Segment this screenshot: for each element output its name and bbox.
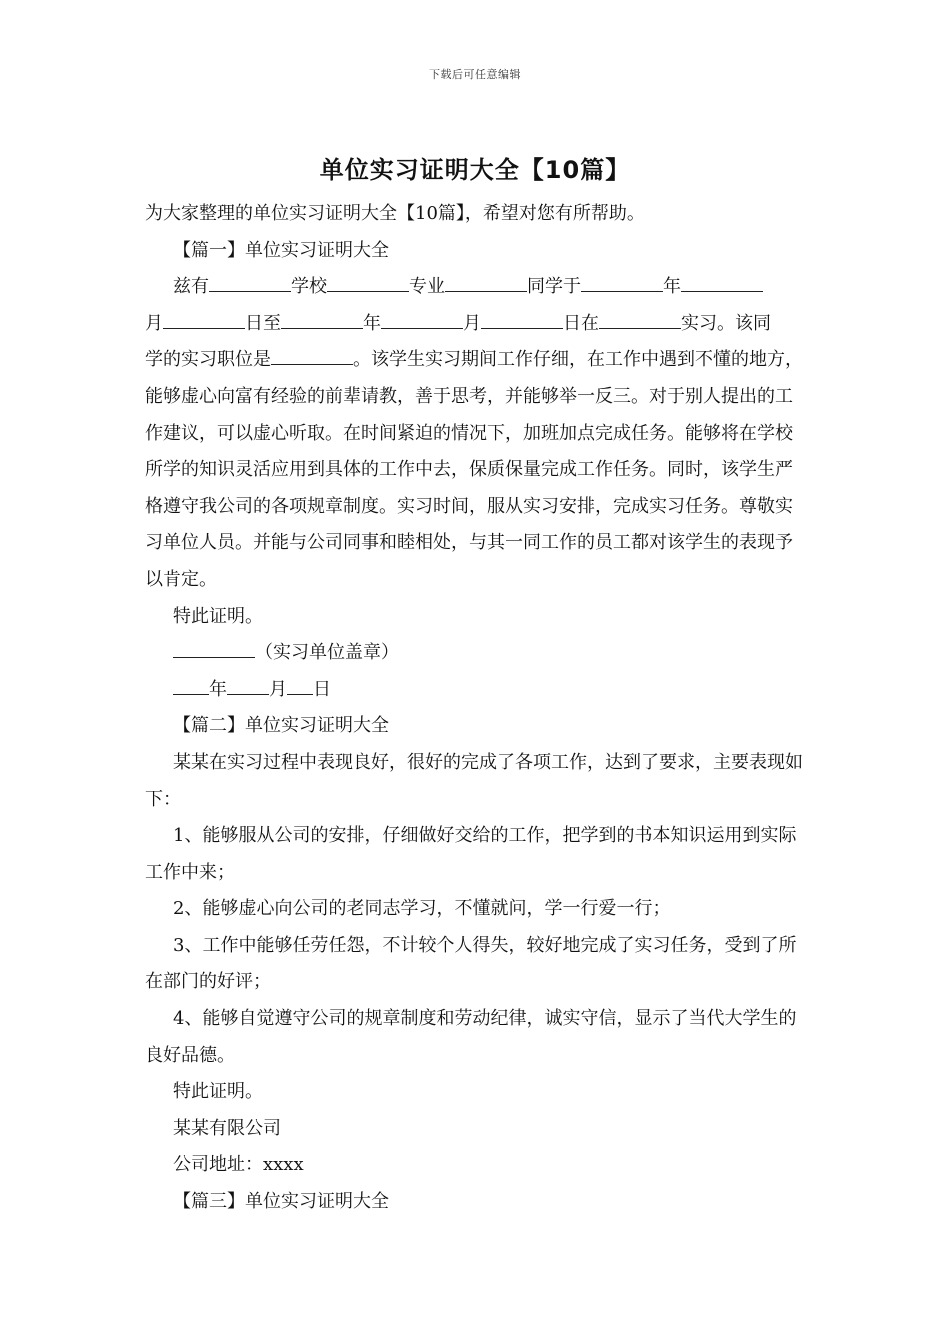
text: 兹有 [173, 276, 209, 298]
part2-item-4: 4、能够自觉遵守公司的规章制度和劳动纪律，诚实守信，显示了当代大学生的良好品德。 [145, 1008, 797, 1066]
part1-date-line [145, 672, 809, 709]
blank-seal [173, 640, 255, 658]
text: 方，能够虚心向富有经验的前辈请教，善于思考，并能够举一反三。对于别人提出的工作建议，可以虚心听取。在时间紧迫的情况下，加班加点完成任务。能够将在学校所学的知识灵活应用到具体的工作中去，保质保量完成工作任务。同时，该学生严格遵守我公司的各项规章制度。实习时间，服从实习安排，完成实习任务。尊敬实习单位人员。并能与公司同事和睦相处，与其一同工作的员工都对该学生的表现予以肯定。 [145, 349, 803, 590]
part1-fill-line-1 [145, 269, 809, 306]
text: 年 [663, 276, 681, 298]
part2-heading: 【篇二】单位实习证明大全 [173, 715, 389, 737]
part2-closing: 特此证明。 [173, 1081, 263, 1103]
text: 实习。该同 [681, 312, 771, 334]
seal-label: （实习单位盖章） [255, 642, 399, 664]
document-title: 单位实习证明大全【10篇】 [319, 156, 631, 184]
header-note: 下载后可任意编辑 [429, 68, 521, 81]
part3-heading: 【篇三】单位实习证明大全 [173, 1191, 389, 1213]
blank-end-year [281, 311, 363, 329]
text: 专业 [409, 276, 445, 298]
part1-heading: 【篇一】单位实习证明大全 [173, 239, 389, 261]
text: 。该学生实习期间工作仔细，在工作中遇到不懂的地 [353, 349, 767, 371]
part1-seal-line [145, 635, 809, 672]
blank-year [173, 677, 209, 695]
document-body [145, 196, 809, 1221]
text: 年 [363, 312, 381, 334]
blank-start-month [681, 274, 763, 292]
blank-month [227, 677, 269, 695]
part2-item-2: 2、能够虚心向公司的老同志学习，不懂就问，学一行爱一行； [173, 898, 671, 920]
part2-item-3: 3、工作中能够任劳任怨，不计较个人得失，较好地完成了实习任务，受到了所在部门的好评； [145, 934, 797, 993]
text: 月 [269, 678, 287, 700]
part2-intro: 某某在实习过程中表现良好，很好的完成了各项工作，达到了要求，主要表现如下： [145, 751, 803, 810]
text: 同学于 [527, 276, 581, 298]
part1-body-paragraph [145, 342, 809, 598]
blank-major [327, 274, 409, 292]
text: 学校 [291, 276, 327, 298]
blank-school [209, 274, 291, 292]
blank-end-day [481, 311, 563, 329]
part1-fill-line-2 [145, 306, 809, 343]
part2-company: 某某有限公司 [173, 1117, 281, 1139]
text: 日在 [563, 312, 599, 334]
blank-position [271, 347, 353, 365]
intro-paragraph: 为大家整理的单位实习证明大全【10篇】，希望对您有所帮助。 [145, 203, 645, 224]
blank-start-day [163, 311, 245, 329]
blank-day [287, 677, 313, 695]
text: 月 [463, 312, 481, 334]
text: 月 [145, 312, 163, 334]
part2-item-1: 1、能够服从公司的安排，仔细做好交给的工作，把学到的书本知识运用到实际工作中来； [145, 825, 797, 883]
text: 日 [313, 678, 331, 700]
text: 年 [209, 678, 227, 700]
blank-student [445, 274, 527, 292]
blank-end-month [381, 311, 463, 329]
blank-start-year [581, 274, 663, 292]
text: 日至 [245, 312, 281, 334]
part2-address: 公司地址：xxxx [173, 1154, 304, 1176]
part1-closing: 特此证明。 [173, 605, 263, 627]
text: 学的实习职位是 [145, 349, 271, 371]
blank-employer [599, 311, 681, 329]
